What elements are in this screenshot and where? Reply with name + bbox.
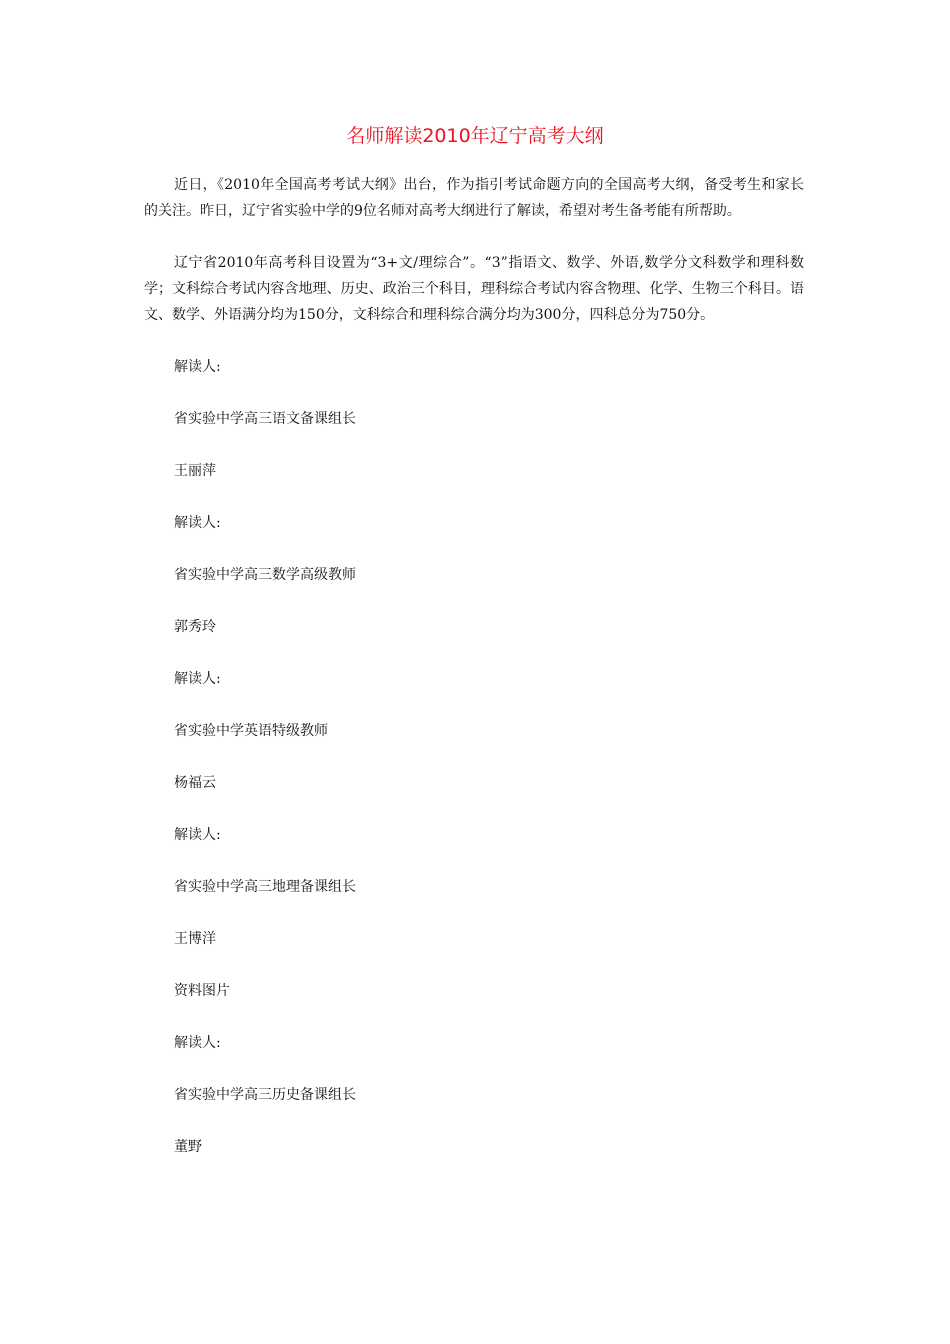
document-title: 名师解读2010年辽宁高考大纲 (346, 125, 604, 147)
interpreter-title: 省实验中学英语特级教师 (174, 723, 328, 739)
interpreter-label: 解读人: (174, 359, 221, 375)
interpreter-name: 王丽萍 (174, 463, 216, 479)
interpreter-title: 省实验中学高三语文备课组长 (174, 411, 356, 427)
interpreter-name: 董野 (174, 1139, 202, 1155)
interpreter-label: 解读人: (174, 1035, 221, 1051)
interpreter-name: 郭秀玲 (174, 619, 216, 635)
exam-subjects-paragraph: 辽宁省2010年高考科目设置为“3+文/理综合”。“3”指语文、数学、外语,数学分文科数学和理科数学；文科综合考试内容含地理、历史、政治三个科目，理科综合考试内容含物理、化学、生物三个科目。语文、数学、外语满分均为150分，文科综合和理科综合满分均为300分，四科总分为750分。 (144, 255, 804, 323)
intro-paragraph: 近日，《2010年全国高考考试大纲》出台，作为指引考试命题方向的全国高考大纲，备受考生和家长的关注。昨日，辽宁省实验中学的9位名师对高考大纲进行了解读，希望对考生备考能有所帮助。 (144, 177, 804, 219)
interpreter-name: 杨福云 (174, 775, 216, 791)
interpreter-label: 解读人: (174, 827, 221, 843)
document-body (144, 172, 804, 1186)
image-caption: 资料图片 (174, 983, 230, 999)
interpreter-title: 省实验中学高三数学高级教师 (174, 567, 356, 583)
interpreter-title: 省实验中学高三历史备课组长 (174, 1087, 356, 1103)
interpreter-name: 王博洋 (174, 931, 216, 947)
interpreter-label: 解读人: (174, 671, 221, 687)
interpreter-list (144, 354, 804, 1186)
interpreter-title: 省实验中学高三地理备课组长 (174, 879, 356, 895)
interpreter-label: 解读人: (174, 515, 221, 531)
